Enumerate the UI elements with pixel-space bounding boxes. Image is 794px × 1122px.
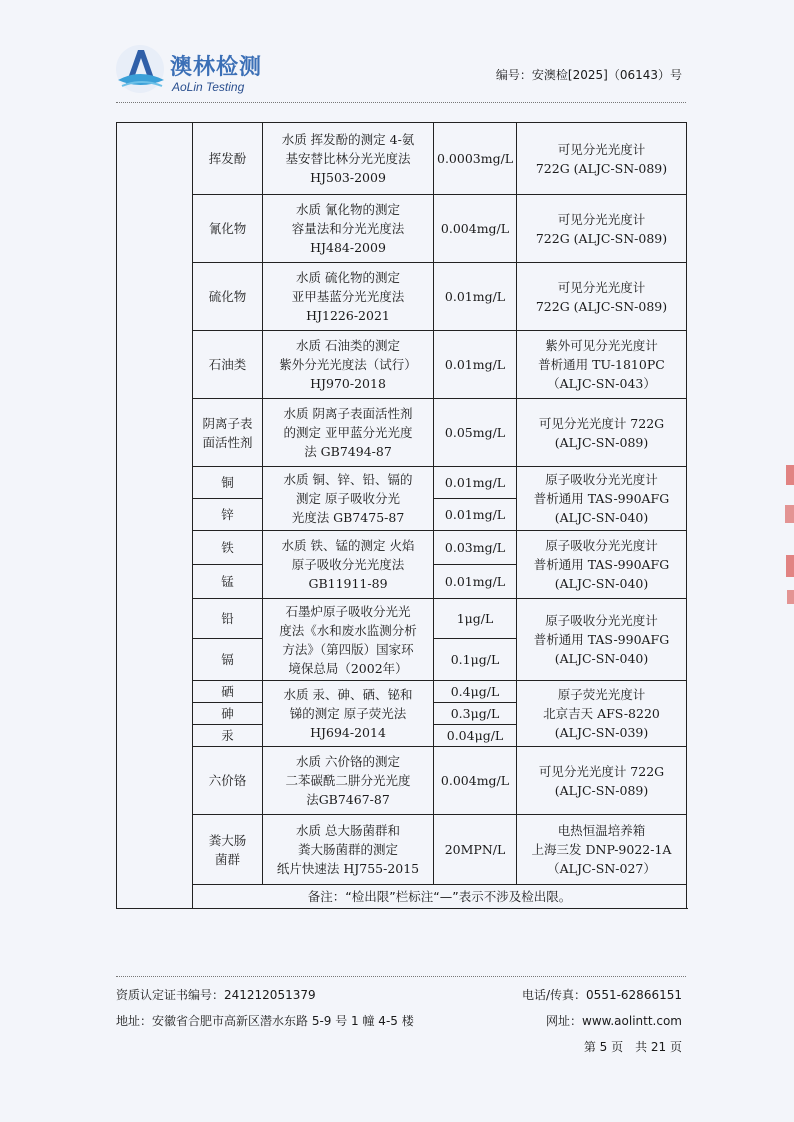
- method-cell: 水质 氰化物的测定 容量法和分光光度法 HJ484-2009: [263, 195, 434, 263]
- limit-cell: 0.04μg/L: [434, 725, 517, 747]
- instrument-cell: 原子吸收分光光度计 普析通用 TAS-990AFG (ALJC-SN-040): [517, 599, 687, 681]
- method-cell: 水质 六价铬的测定 二苯碳酰二肼分光光度 法GB7467-87: [263, 747, 434, 815]
- item-name: 镉: [193, 639, 263, 681]
- method-cell: 水质 铜、锌、铅、镉的 测定 原子吸收分光 光度法 GB7475-87: [263, 467, 434, 531]
- item-name: 铅: [193, 599, 263, 639]
- table-row: [117, 399, 687, 467]
- table-row: [117, 815, 687, 885]
- instrument-cell: 可见分光光度计 722G (ALJC-SN-089): [517, 123, 687, 195]
- phone-fax: 电话/传真：0551-62866151: [522, 988, 682, 1002]
- method-cell: 石墨炉原子吸收分光光 度法《水和废水监测分析 方法》（第四版）国家环 境保总局（2002年）: [263, 599, 434, 681]
- seal-stamp-fragment: [780, 455, 794, 615]
- instrument-cell: 紫外可见分光光度计 普析通用 TU-1810PC （ALJC-SN-043）: [517, 331, 687, 399]
- instrument-cell: 可见分光光度计 722G (ALJC-SN-089): [517, 747, 687, 815]
- item-name: 六价铬: [193, 747, 263, 815]
- limit-cell: 0.004mg/L: [434, 747, 517, 815]
- table-row: [117, 599, 687, 639]
- table-row: [117, 331, 687, 399]
- limit-cell: 1μg/L: [434, 599, 517, 639]
- table-row: [117, 195, 687, 263]
- table-row: [117, 531, 687, 565]
- logo-text-cn: 澳林检测: [170, 55, 263, 80]
- method-cell: 水质 阴离子表面活性剂 的测定 亚甲蓝分光光度 法 GB7494-87: [263, 399, 434, 467]
- item-name: 石油类: [193, 331, 263, 399]
- instrument-cell: 原子吸收分光光度计 普析通用 TAS-990AFG (ALJC-SN-040): [517, 531, 687, 599]
- item-name: 铁: [193, 531, 263, 565]
- limit-cell: 0.01mg/L: [434, 263, 517, 331]
- table-row: [117, 263, 687, 331]
- header-divider: [116, 102, 686, 103]
- method-table: [116, 122, 687, 909]
- method-cell: 水质 总大肠菌群和 粪大肠菌群的测定 纸片快速法 HJ755-2015: [263, 815, 434, 885]
- item-name: 阴离子表 面活性剂: [193, 399, 263, 467]
- limit-cell: 0.01mg/L: [434, 565, 517, 599]
- table-note: 备注：“检出限”栏标注“—”表示不涉及检出限。: [193, 885, 687, 909]
- item-name: 粪大肠 菌群: [193, 815, 263, 885]
- page-number: 第 5 页 共 21 页: [583, 1040, 682, 1054]
- item-name: 锰: [193, 565, 263, 599]
- table-row: [117, 123, 687, 195]
- instrument-cell: 原子荧光光度计 北京吉天 AFS-8220 (ALJC-SN-039): [517, 681, 687, 747]
- limit-cell: 20MPN/L: [434, 815, 517, 885]
- table-row: [117, 467, 687, 499]
- table-row: [117, 747, 687, 815]
- method-cell: 水质 石油类的测定 紫外分光光度法（试行） HJ970-2018: [263, 331, 434, 399]
- method-cell: 水质 硫化物的测定 亚甲基蓝分光光度法 HJ1226-2021: [263, 263, 434, 331]
- item-name: 硫化物: [193, 263, 263, 331]
- method-cell: 水质 铁、锰的测定 火焰 原子吸收分光光度法 GB11911-89: [263, 531, 434, 599]
- item-name: 挥发酚: [193, 123, 263, 195]
- instrument-cell: 可见分光光度计 722G (ALJC-SN-089): [517, 399, 687, 467]
- method-cell: 水质 汞、砷、硒、铋和 锑的测定 原子荧光法 HJ694-2014: [263, 681, 434, 747]
- footer-divider: [116, 976, 686, 977]
- website: 网址：www.aolintt.com: [546, 1014, 682, 1028]
- limit-cell: 0.01mg/L: [434, 331, 517, 399]
- method-cell: 水质 挥发酚的测定 4-氨 基安替比林分光光度法 HJ503-2009: [263, 123, 434, 195]
- cert-number: 资质认定证书编号：241212051379: [116, 988, 316, 1002]
- logo-text-en: AoLin Testing: [172, 80, 245, 94]
- instrument-cell: 可见分光光度计 722G (ALJC-SN-089): [517, 195, 687, 263]
- table-row: [117, 681, 687, 703]
- limit-cell: 0.01mg/L: [434, 467, 517, 499]
- item-name: 锌: [193, 499, 263, 531]
- limit-cell: 0.03mg/L: [434, 531, 517, 565]
- limit-cell: 0.3μg/L: [434, 703, 517, 725]
- limit-cell: 0.01mg/L: [434, 499, 517, 531]
- limit-cell: 0.004mg/L: [434, 195, 517, 263]
- item-name: 铜: [193, 467, 263, 499]
- item-name: 砷: [193, 703, 263, 725]
- address: 地址：安徽省合肥市高新区潜水东路 5-9 号 1 幢 4-5 楼: [116, 1014, 414, 1028]
- limit-cell: 0.0003mg/L: [434, 123, 517, 195]
- instrument-cell: 原子吸收分光光度计 普析通用 TAS-990AFG (ALJC-SN-040): [517, 467, 687, 531]
- report-number: 编号：安澳检[2025]（06143）号: [495, 68, 682, 82]
- item-name: 汞: [193, 725, 263, 747]
- instrument-cell: 电热恒温培养箱 上海三发 DNP-9022-1A （ALJC-SN-027）: [517, 815, 687, 885]
- instrument-cell: 可见分光光度计 722G (ALJC-SN-089): [517, 263, 687, 331]
- limit-cell: 0.05mg/L: [434, 399, 517, 467]
- item-name: 硒: [193, 681, 263, 703]
- item-name: 氰化物: [193, 195, 263, 263]
- category-cell: [117, 123, 193, 909]
- note-row: [117, 885, 687, 909]
- limit-cell: 0.1μg/L: [434, 639, 517, 681]
- limit-cell: 0.4μg/L: [434, 681, 517, 703]
